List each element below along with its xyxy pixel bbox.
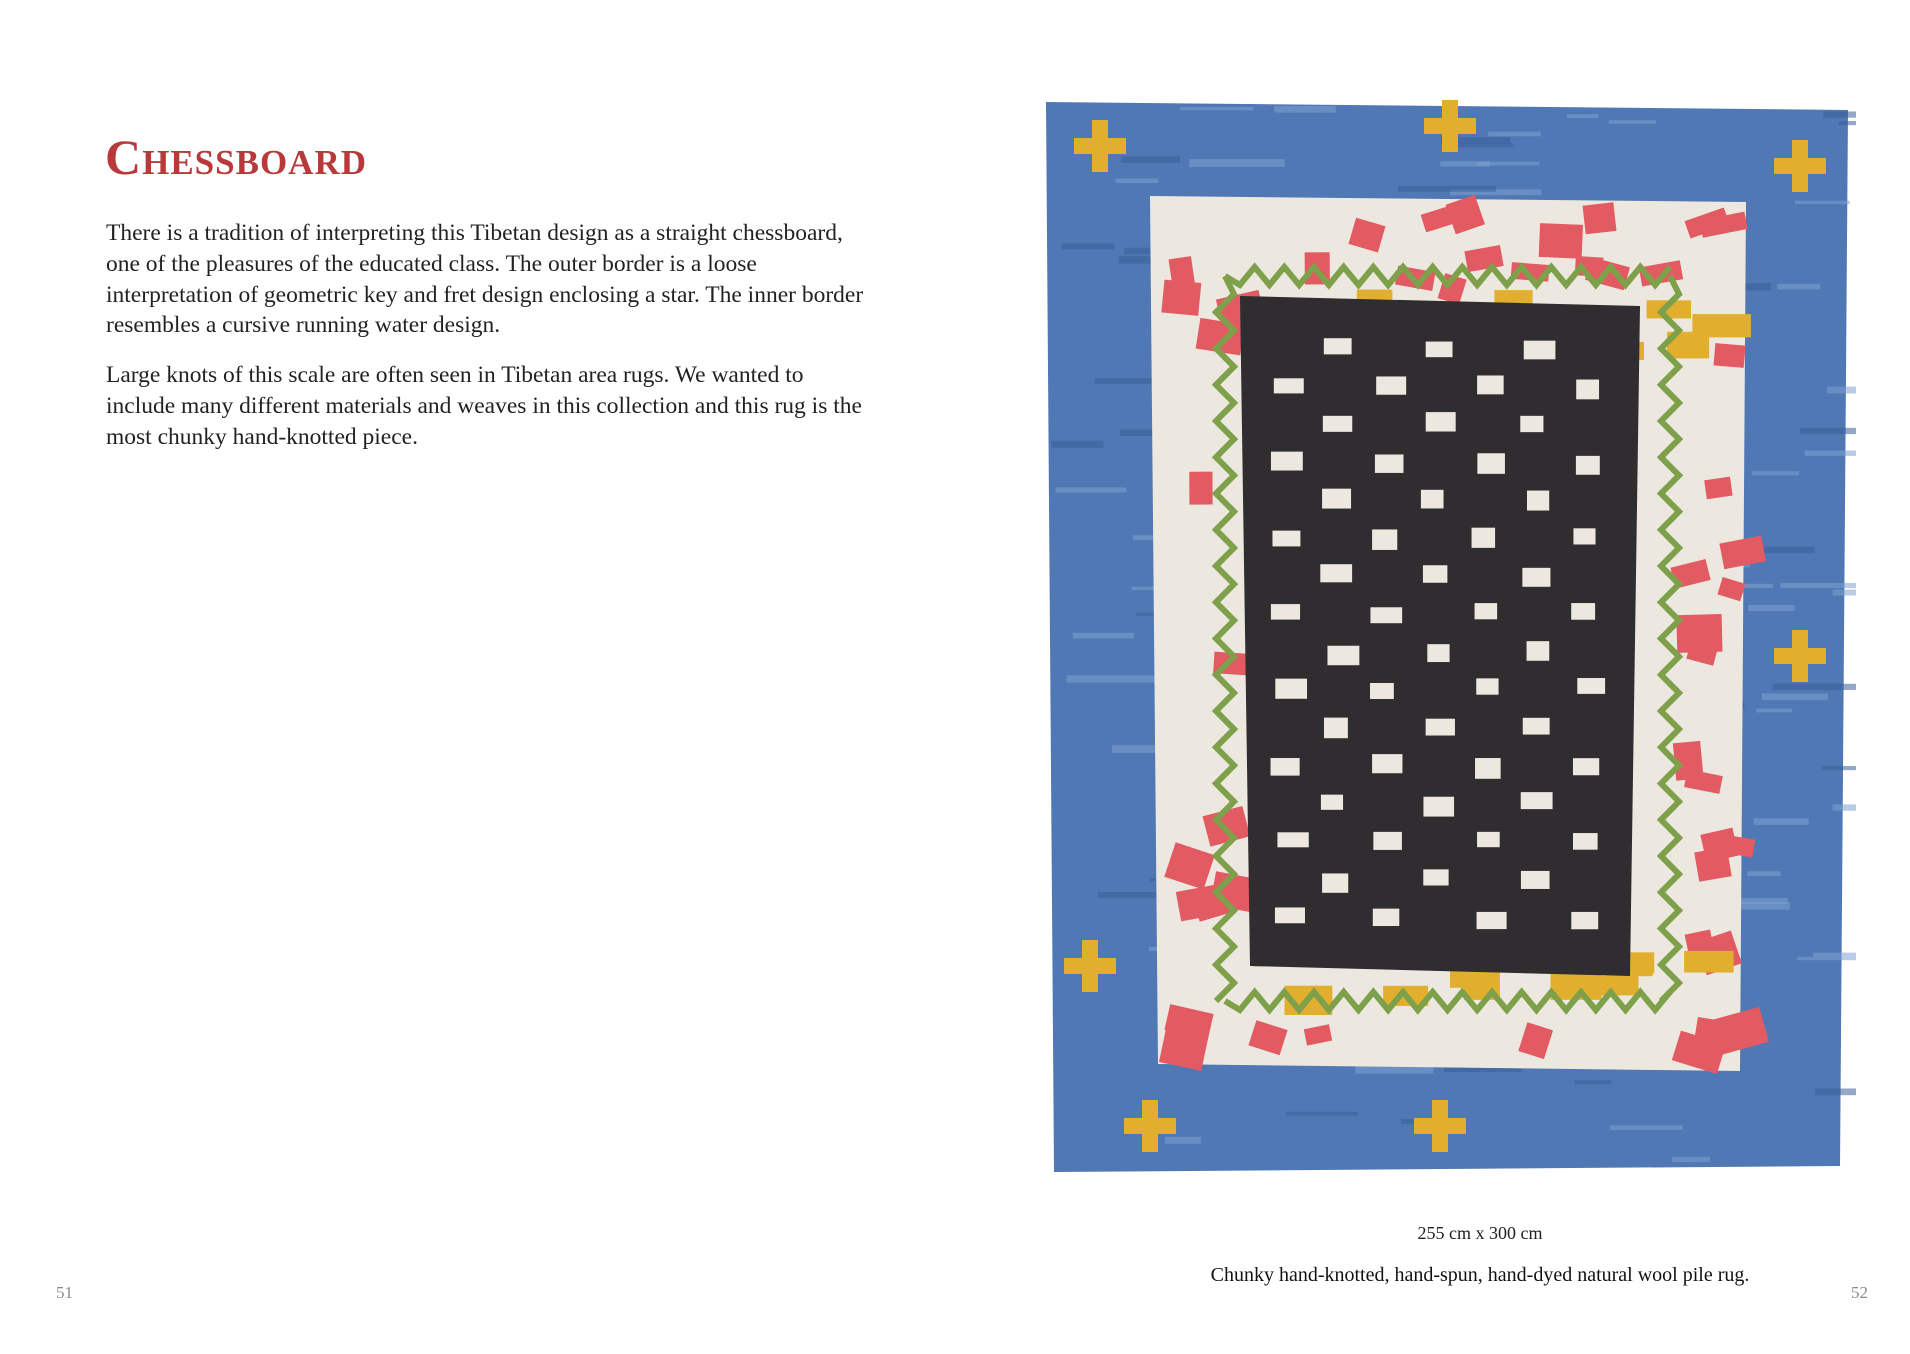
rug-chess-square [1372,754,1402,773]
rug-chess-square [1472,528,1496,548]
rug-border-texture [1833,590,1856,596]
rug-chess-square [1274,378,1304,393]
rug-chess-square [1373,909,1399,926]
rug-chess-square [1477,453,1505,474]
rug-chess-square [1372,529,1397,549]
rug-border-texture [1189,159,1285,167]
rug-yellow-cross [1414,1118,1466,1134]
rug-chess-square [1324,718,1348,739]
rug-border-texture [1355,1066,1433,1073]
rug-chess-square [1271,758,1300,776]
rug-border-texture [1567,114,1598,118]
rug-chess-square [1323,416,1352,432]
rug-yellow-cross [1774,158,1826,174]
rug-chess-square [1571,912,1598,929]
rug-chess-square [1524,341,1556,360]
rug-border-texture [1073,633,1134,639]
body-text [106,218,876,472]
paragraph-1: There is a tradition of interpreting this Tibetan design as a straight chessboard, one of the pleasures of the educated class. The outer border is a loose interpretation of geometric key and fret design enclosing a star. The inner border resembles a cursive running water design. [106,220,864,339]
rug-chess-square [1272,531,1300,547]
rug-yellow-cross [1774,648,1826,664]
rug-border-texture [1610,1125,1683,1130]
rug-border-texture [1823,766,1856,770]
rug-border-texture [1827,387,1856,394]
rug-border-texture [1797,957,1856,960]
rug-chess-square [1376,376,1406,394]
rug-chess-square [1423,869,1448,885]
rug-border-texture [1098,892,1160,898]
rug-border-texture [1672,1157,1710,1162]
rug-chess-square [1527,491,1549,511]
rug-chess-square [1421,490,1444,509]
rug-border-texture [1754,818,1809,825]
rug-border-texture [1121,157,1180,163]
page-title: Chessboard [105,129,368,185]
rug-border-texture [1095,378,1160,384]
rug-yellow-cross [1064,958,1116,974]
rug-border-texture [1823,111,1856,117]
rug-chess-square [1477,912,1507,929]
rug-red-patch [1583,202,1617,234]
rug-chess-square [1320,564,1352,582]
rug-yellow-cross [1074,138,1126,154]
rug-chess-square [1573,528,1595,544]
rug-border-texture [1056,487,1127,492]
rug-chess-square [1577,678,1605,694]
rug-dimensions: 255 cm x 300 cm [1417,1223,1543,1243]
rug-red-patch [1189,472,1212,505]
rug-chess-square [1324,338,1352,354]
rug-border-texture [1752,471,1799,475]
rug-border-texture [1609,120,1656,124]
rug-chess-square [1271,452,1303,471]
rug-chess-square [1527,641,1550,661]
rug-chess-square [1426,342,1453,358]
rug-chess-square [1375,454,1404,472]
rug-chess-square [1271,604,1300,619]
rug-chess-square [1426,719,1455,736]
rug-border-texture [1115,178,1158,183]
rug-border-texture [1488,132,1541,137]
rug-chess-square [1521,871,1550,889]
rug-illustration [1040,96,1856,1176]
rug-border-texture [1477,162,1539,166]
rug-border-texture [1286,1112,1358,1116]
rug-border-texture [1773,684,1856,690]
rug-chess-square [1521,792,1553,809]
rug-chess-square [1576,456,1600,475]
rug-chess-square [1423,797,1454,817]
rug-chess-square [1576,380,1599,400]
rug-chess-square [1327,646,1359,665]
rug-image [1040,96,1856,1176]
rug-border-texture [1780,583,1856,588]
rug-border-texture [1756,709,1792,713]
rug-chess-square [1426,412,1456,431]
rug-chess-square [1573,758,1599,775]
rug-border-texture [1815,1088,1856,1095]
paragraph-2: Large knots of this scale are often seen in Tibetan area rugs. We wanted to include many different materials and weaves in this collection and this rug is the most chunky hand-knotted piece. [106,362,862,450]
rug-border-texture [1800,428,1856,434]
rug-border-texture [1748,605,1795,611]
rug-chess-square [1477,375,1504,394]
rug-border-texture [1813,953,1856,957]
rug-chess-square [1475,758,1501,779]
rug-border-texture [1777,284,1820,290]
rug-chess-square [1573,833,1598,850]
rug-yellow-cross [1124,1118,1176,1134]
rug-border-texture [1839,121,1856,125]
rug-red-patch [1694,847,1732,882]
rug-chess-square [1370,607,1402,623]
rug-chess-square [1321,795,1343,810]
rug-yellow-patch [1684,951,1733,973]
rug-chess-square [1523,718,1550,735]
rug-chess-square [1275,907,1305,923]
rug-chess-square [1370,683,1394,699]
rug-border-texture [1274,106,1336,113]
rug-red-patch [1539,223,1583,259]
page-number-right: 52 [1851,1283,1868,1302]
rug-chess-square [1322,489,1351,509]
rug-chess-square [1520,416,1543,432]
rug-chess-square [1571,603,1595,620]
rug-border-texture [1575,1080,1612,1084]
rug-border-texture [1165,1137,1201,1144]
rug-border-texture [1805,450,1856,455]
rug-border-texture [1795,201,1850,204]
rug-chess-square [1475,603,1498,619]
rug-chess-square [1322,873,1348,892]
rug-red-patch [1704,477,1732,500]
rug-border-texture [1067,675,1155,682]
rug-border-texture [1747,871,1781,876]
rug-yellow-cross [1424,118,1476,134]
rug-chess-square [1277,832,1308,847]
rug-chess-square [1275,679,1307,699]
rug-border-texture [1180,107,1254,110]
rug-yellow-patch [1692,314,1750,337]
rug-chess-square [1522,568,1550,587]
rug-border-texture [1456,143,1513,147]
rug-chess-square [1476,678,1498,694]
rug-border-texture [1062,244,1115,250]
rug-chess-square [1427,644,1449,662]
rug-chess-square [1423,565,1447,583]
rug-chess-square [1373,832,1402,850]
rug-red-patch [1714,343,1746,368]
rug-border-texture [1832,804,1856,810]
rug-caption: Chunky hand-knotted, hand-spun, hand-dyed natural wool pile rug. [1210,1264,1750,1286]
rug-border-texture [1398,186,1496,192]
rug-border-texture [1051,441,1103,448]
rug-red-patch [1676,614,1722,653]
rug-red-patch [1161,280,1201,316]
rug-chess-square [1477,832,1500,847]
rug-border-texture [1762,693,1828,700]
page-number-left: 51 [56,1283,73,1302]
